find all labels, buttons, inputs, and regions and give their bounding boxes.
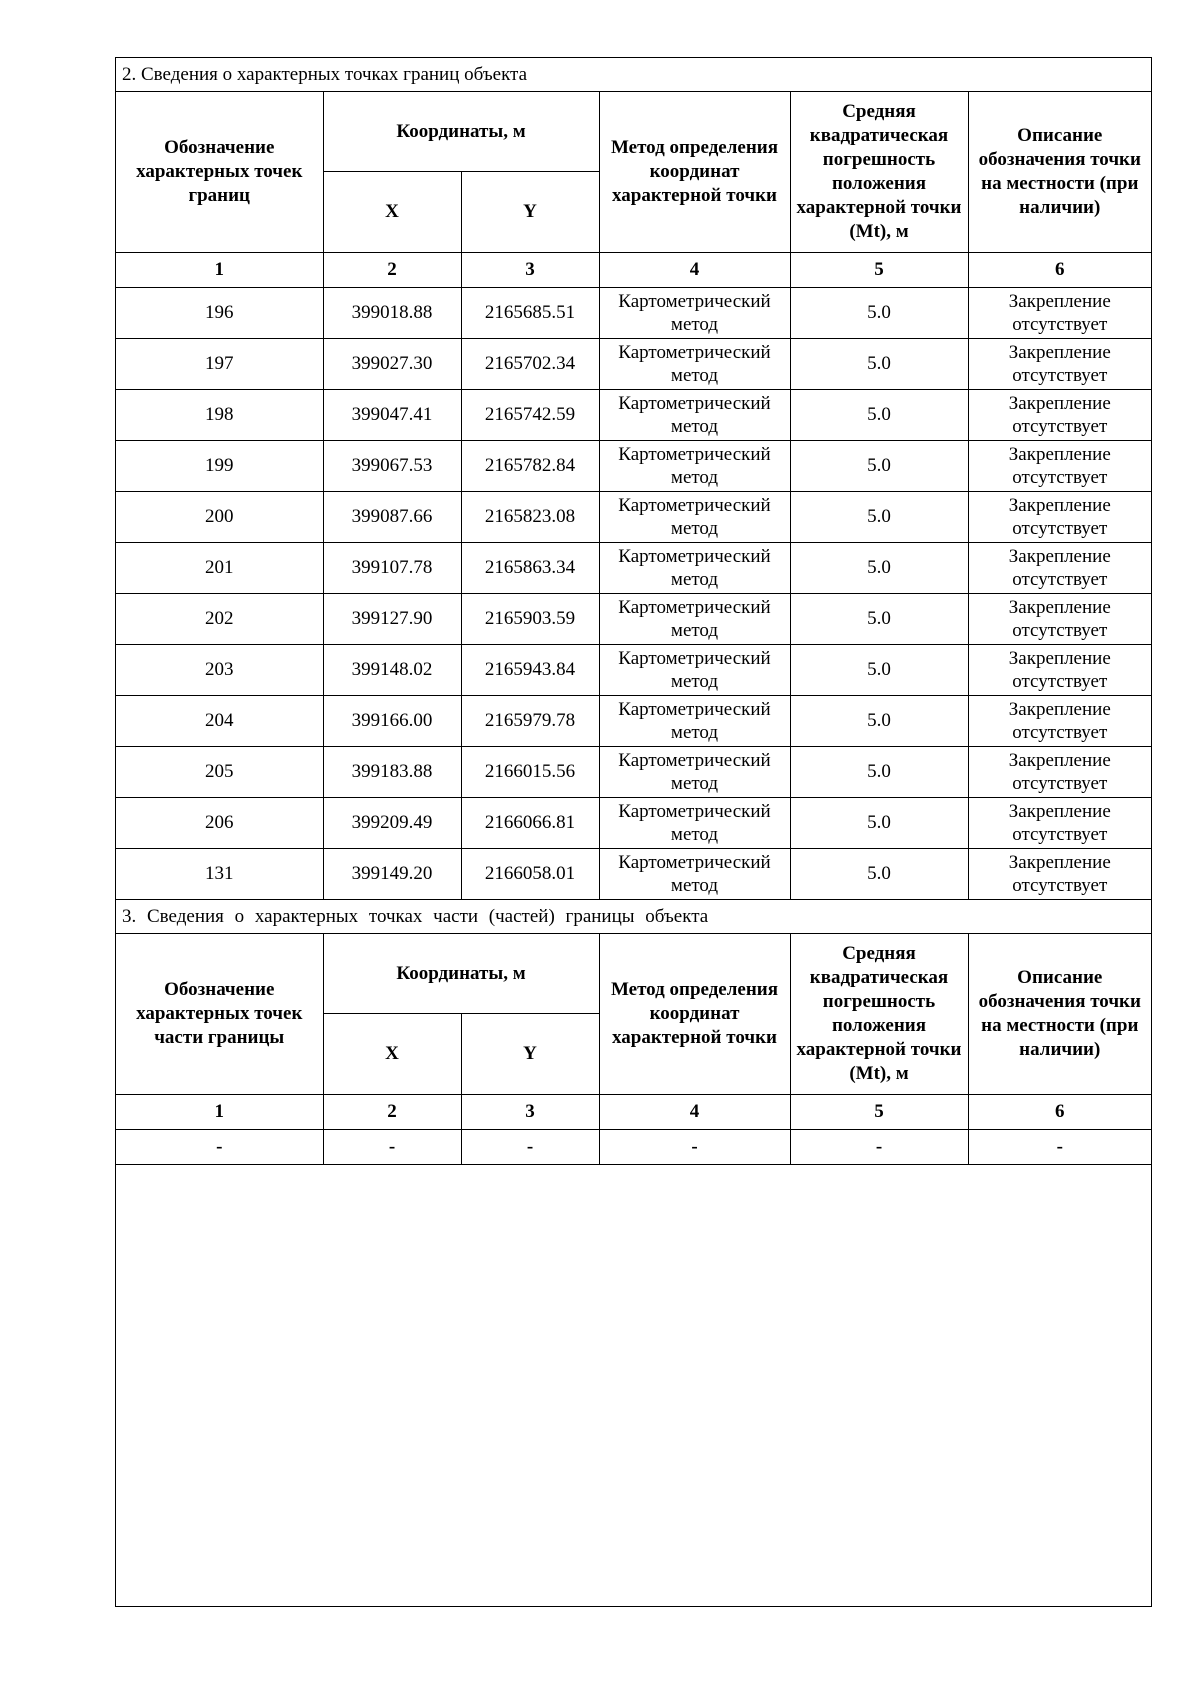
description-cell: Закрепление отсутствует	[968, 288, 1151, 339]
error-cell: 5.0	[790, 288, 968, 339]
empty-cell: -	[968, 1130, 1151, 1165]
method-cell: Картометрический метод	[599, 288, 790, 339]
x-coordinate-cell: 399047.41	[323, 390, 461, 441]
table-row	[116, 747, 1151, 798]
description-cell: Закрепление отсутствует	[968, 594, 1151, 645]
x-coordinate-cell: 399018.88	[323, 288, 461, 339]
empty-cell: -	[116, 1130, 323, 1165]
description-cell: Закрепление отсутствует	[968, 339, 1151, 390]
error-cell: 5.0	[790, 543, 968, 594]
column-numbers-row	[116, 253, 1151, 288]
point-number-cell: 198	[116, 390, 323, 441]
method-cell: Картометрический метод	[599, 390, 790, 441]
x-coordinate-cell: 399183.88	[323, 747, 461, 798]
point-number-cell: 199	[116, 441, 323, 492]
column-number: 1	[116, 1095, 323, 1130]
method-cell: Картометрический метод	[599, 492, 790, 543]
header-y: Y	[461, 172, 599, 253]
x-coordinate-cell: 399107.78	[323, 543, 461, 594]
table-row	[116, 288, 1151, 339]
method-cell: Картометрический метод	[599, 645, 790, 696]
document-frame	[115, 57, 1152, 1607]
y-coordinate-cell: 2165702.34	[461, 339, 599, 390]
header-description: Описание обозначения точки на местности (при наличии)	[968, 934, 1151, 1095]
method-cell: Картометрический метод	[599, 339, 790, 390]
error-cell: 5.0	[790, 441, 968, 492]
empty-row	[116, 1130, 1151, 1165]
error-cell: 5.0	[790, 594, 968, 645]
column-number: 6	[968, 1095, 1151, 1130]
point-number-cell: 196	[116, 288, 323, 339]
point-number-cell: 203	[116, 645, 323, 696]
table-row	[116, 849, 1151, 900]
table-row	[116, 696, 1151, 747]
header-x: X	[323, 172, 461, 253]
header-method: Метод определения координат характерной точки	[599, 92, 790, 253]
point-number-cell: 202	[116, 594, 323, 645]
error-cell: 5.0	[790, 747, 968, 798]
column-number: 3	[461, 1095, 599, 1130]
column-number: 5	[790, 1095, 968, 1130]
point-number-cell: 204	[116, 696, 323, 747]
description-cell: Закрепление отсутствует	[968, 747, 1151, 798]
description-cell: Закрепление отсутствует	[968, 849, 1151, 900]
empty-cell: -	[790, 1130, 968, 1165]
column-number: 1	[116, 253, 323, 288]
point-number-cell: 197	[116, 339, 323, 390]
header-error: Средняя квадратическая погрешность положения характерной точки (Mt), м	[790, 92, 968, 253]
y-coordinate-cell: 2165863.34	[461, 543, 599, 594]
error-cell: 5.0	[790, 492, 968, 543]
y-coordinate-cell: 2166058.01	[461, 849, 599, 900]
point-number-cell: 201	[116, 543, 323, 594]
description-cell: Закрепление отсутствует	[968, 696, 1151, 747]
y-coordinate-cell: 2165823.08	[461, 492, 599, 543]
description-cell: Закрепление отсутствует	[968, 441, 1151, 492]
y-coordinate-cell: 2165979.78	[461, 696, 599, 747]
point-number-cell: 206	[116, 798, 323, 849]
y-coordinate-cell: 2166015.56	[461, 747, 599, 798]
table-row	[116, 339, 1151, 390]
column-number: 5	[790, 253, 968, 288]
empty-cell: -	[461, 1130, 599, 1165]
x-coordinate-cell: 399127.90	[323, 594, 461, 645]
table-row	[116, 645, 1151, 696]
header-designation: Обозначение характерных точек части границы	[116, 934, 323, 1095]
x-coordinate-cell: 399148.02	[323, 645, 461, 696]
section-3-title: 3. Сведения о характерных точках части (частей) границы объекта	[116, 900, 1151, 934]
method-cell: Картометрический метод	[599, 441, 790, 492]
x-coordinate-cell: 399067.53	[323, 441, 461, 492]
header-coordinates: Координаты, м	[323, 934, 599, 1014]
method-cell: Картометрический метод	[599, 798, 790, 849]
header-coordinates: Координаты, м	[323, 92, 599, 172]
table-row	[116, 798, 1151, 849]
point-number-cell: 205	[116, 747, 323, 798]
error-cell: 5.0	[790, 339, 968, 390]
y-coordinate-cell: 2166066.81	[461, 798, 599, 849]
column-number: 4	[599, 1095, 790, 1130]
table-row	[116, 492, 1151, 543]
header-error: Средняя квадратическая погрешность положения характерной точки (Mt), м	[790, 934, 968, 1095]
y-coordinate-cell: 2165782.84	[461, 441, 599, 492]
y-coordinate-cell: 2165903.59	[461, 594, 599, 645]
description-cell: Закрепление отсутствует	[968, 798, 1151, 849]
error-cell: 5.0	[790, 849, 968, 900]
table-row	[116, 390, 1151, 441]
column-number: 6	[968, 253, 1151, 288]
x-coordinate-cell: 399166.00	[323, 696, 461, 747]
description-cell: Закрепление отсутствует	[968, 645, 1151, 696]
point-number-cell: 131	[116, 849, 323, 900]
description-cell: Закрепление отсутствует	[968, 492, 1151, 543]
description-cell: Закрепление отсутствует	[968, 543, 1151, 594]
x-coordinate-cell: 399027.30	[323, 339, 461, 390]
column-number: 2	[323, 1095, 461, 1130]
x-coordinate-cell: 399149.20	[323, 849, 461, 900]
y-coordinate-cell: 2165943.84	[461, 645, 599, 696]
header-designation: Обозначение характерных точек границ	[116, 92, 323, 253]
column-number: 2	[323, 253, 461, 288]
method-cell: Картометрический метод	[599, 696, 790, 747]
section-2-title: 2. Сведения о характерных точках границ объекта	[116, 58, 1151, 92]
boundary-points-table	[116, 58, 1151, 1165]
column-number: 3	[461, 253, 599, 288]
header-x: X	[323, 1014, 461, 1095]
method-cell: Картометрический метод	[599, 543, 790, 594]
description-cell: Закрепление отсутствует	[968, 390, 1151, 441]
method-cell: Картометрический метод	[599, 849, 790, 900]
error-cell: 5.0	[790, 798, 968, 849]
header-method: Метод определения координат характерной точки	[599, 934, 790, 1095]
error-cell: 5.0	[790, 645, 968, 696]
table-row	[116, 441, 1151, 492]
empty-cell: -	[323, 1130, 461, 1165]
method-cell: Картометрический метод	[599, 747, 790, 798]
method-cell: Картометрический метод	[599, 594, 790, 645]
column-numbers-row	[116, 1095, 1151, 1130]
point-number-cell: 200	[116, 492, 323, 543]
error-cell: 5.0	[790, 390, 968, 441]
x-coordinate-cell: 399209.49	[323, 798, 461, 849]
y-coordinate-cell: 2165685.51	[461, 288, 599, 339]
header-description: Описание обозначения точки на местности (при наличии)	[968, 92, 1151, 253]
x-coordinate-cell: 399087.66	[323, 492, 461, 543]
empty-cell: -	[599, 1130, 790, 1165]
error-cell: 5.0	[790, 696, 968, 747]
y-coordinate-cell: 2165742.59	[461, 390, 599, 441]
table-row	[116, 594, 1151, 645]
table-row	[116, 543, 1151, 594]
header-y: Y	[461, 1014, 599, 1095]
column-number: 4	[599, 253, 790, 288]
